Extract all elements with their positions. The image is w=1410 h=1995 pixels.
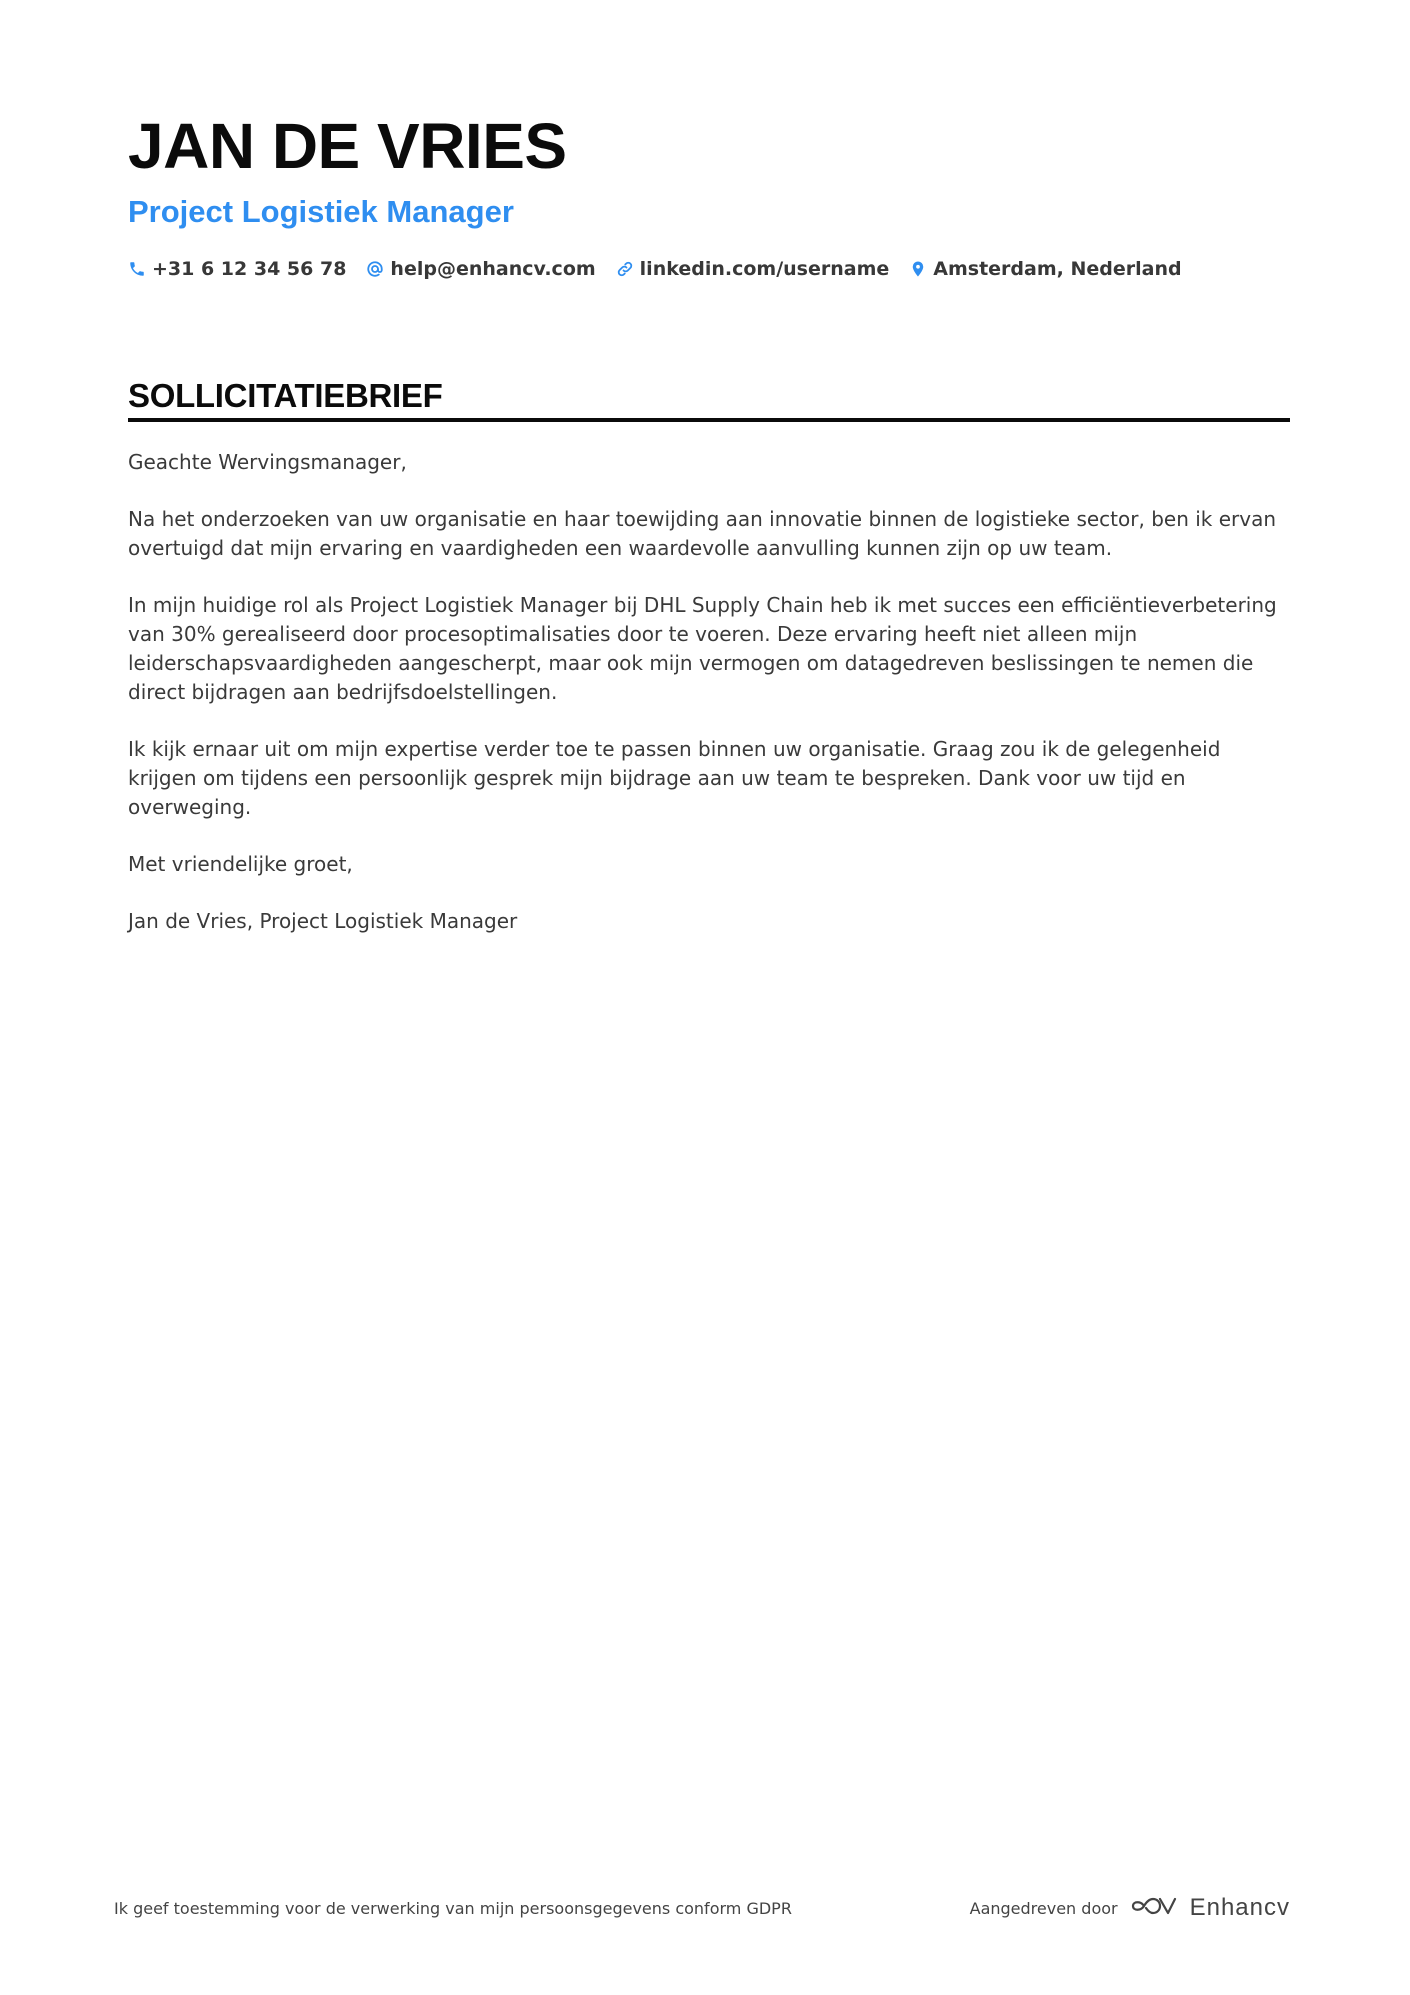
at-icon xyxy=(366,260,384,278)
contact-phone[interactable] xyxy=(128,258,346,280)
gdpr-consent-text: Ik geef toestemming voor de verwerking van mijn persoonsgegevens conform GDPR xyxy=(114,1898,792,1918)
page-footer xyxy=(114,1893,1290,1923)
letter-signature: Jan de Vries, Project Logistiek Manager xyxy=(128,909,518,933)
contact-email[interactable] xyxy=(366,258,595,280)
phone-icon xyxy=(128,260,146,278)
location-pin-icon xyxy=(909,260,927,278)
enhancv-brand-name: Enhancv xyxy=(1189,1894,1290,1921)
letter-salutation: Geachte Wervingsmanager, xyxy=(128,450,407,474)
letter-body xyxy=(128,448,1290,936)
section-title: SOLLICITATIEBRIEF xyxy=(128,376,1290,422)
contact-phone-text: +31 6 12 34 56 78 xyxy=(152,258,347,280)
enhancv-logo-icon xyxy=(1130,1893,1178,1923)
candidate-role: Project Logistiek Manager xyxy=(128,194,514,229)
letter-paragraph: In mijn huidige rol als Project Logistiek Manager bij DHL Supply Chain heb ik met succes een efficiëntieverbetering van 30% gerealiseerd door procesoptimalisaties door te voeren. Deze ervaring heeft niet alleen mijn leiderschapsvaardigheden aangescherpt, maar ook mijn vermogen om datagedreven beslissingen te nemen die direct bijdragen aan bedrijfsdoelstellingen. xyxy=(128,593,1277,704)
contact-linkedin-text: linkedin.com/username xyxy=(639,258,890,280)
contact-email-text: help@enhancv.com xyxy=(390,258,596,280)
letter-closing: Met vriendelijke groet, xyxy=(128,852,353,876)
candidate-name: JAN DE VRIES xyxy=(128,110,567,182)
link-icon xyxy=(616,260,634,278)
powered-by-label: Aangedreven door xyxy=(969,1898,1118,1918)
contact-bar xyxy=(128,258,1290,280)
letter-paragraph: Na het onderzoeken van uw organisatie en haar toewijding aan innovatie binnen de logistieke sector, ben ik ervan overtuigd dat mijn ervaring en vaardigheden een waardevolle aanvulling kunnen zijn op uw team. xyxy=(128,507,1277,560)
cover-letter-page xyxy=(128,108,1290,964)
contact-linkedin[interactable] xyxy=(616,258,890,280)
contact-location-text: Amsterdam, Nederland xyxy=(933,258,1182,280)
powered-by[interactable] xyxy=(970,1893,1290,1923)
contact-location xyxy=(909,258,1181,280)
letter-paragraph: Ik kijk ernaar uit om mijn expertise verder toe te passen binnen uw organisatie. Graag zou ik de gelegenheid krijgen om tijdens een persoonlijk gesprek mijn bijdrage aan uw team te bespreken. Dank voor uw tijd en overweging. xyxy=(128,737,1221,819)
